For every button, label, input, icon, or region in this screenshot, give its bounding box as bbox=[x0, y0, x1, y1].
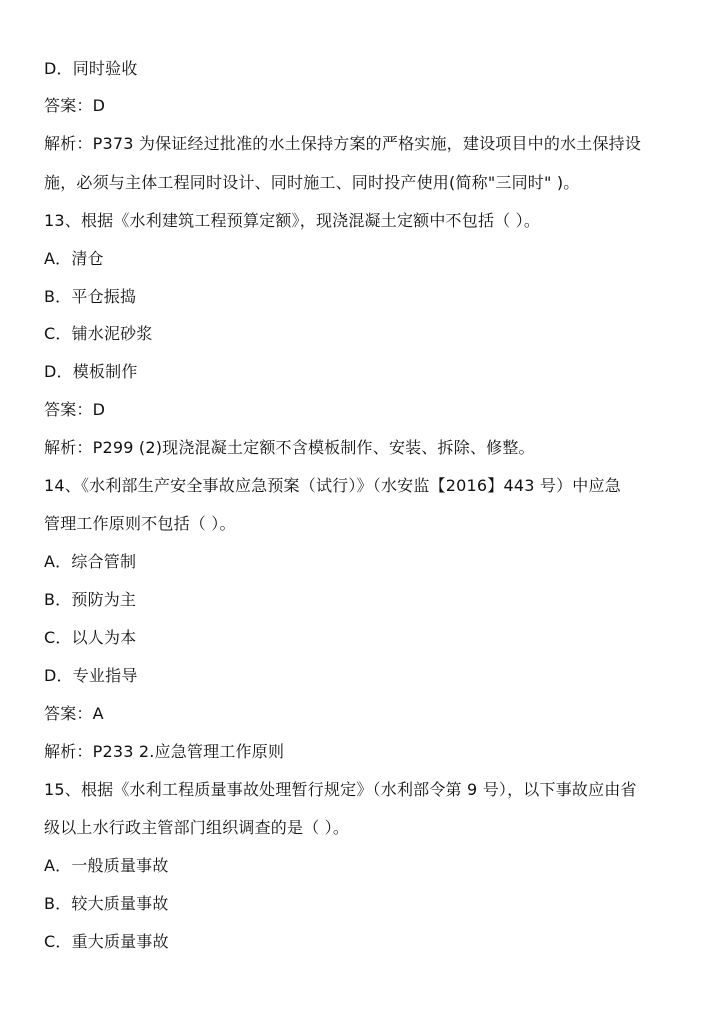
option-a-text: A．清仓 bbox=[44, 249, 104, 268]
option-c-text: C．以人为本 bbox=[44, 628, 137, 647]
question-15-text: 15、根据《水利工程质量事故处理暂行规定》（水利部令第 9 号），以下事故应由省 bbox=[44, 780, 637, 799]
option-d-text: D．同时验收 bbox=[44, 59, 138, 78]
answer-text: 答案：D bbox=[44, 400, 106, 419]
option-a-text: A．综合管制 bbox=[44, 552, 137, 571]
option-b-text: B．较大质量事故 bbox=[44, 894, 169, 913]
option-b-text: B．预防为主 bbox=[44, 590, 137, 609]
explanation-text: 解析：P373 为保证经过批准的水土保持方案的严格实施，建设项目中的水土保持设 bbox=[44, 134, 642, 153]
option-c-text: C．重大质量事故 bbox=[44, 932, 169, 951]
explanation-text-continued: 施，必须与主体工程同时设计、同时施工、同时投产使用(简称"三同时" )。 bbox=[44, 173, 580, 192]
explanation-text: 解析：P233 2.应急管理工作原则 bbox=[44, 742, 285, 761]
question-15-text-continued: 级以上水行政主管部门组织调查的是（ ）。 bbox=[44, 818, 350, 837]
question-14-text: 14、《水利部生产安全事故应急预案（试行）》（水安监【2016】443 号）中应急 bbox=[44, 476, 621, 495]
option-c-text: C．铺水泥砂浆 bbox=[44, 324, 153, 343]
answer-text: 答案：A bbox=[44, 704, 104, 723]
question-13-text: 13、根据《水利建筑工程预算定额》，现浇混凝土定额中不包括（ ）。 bbox=[44, 211, 541, 230]
answer-text: 答案：D bbox=[44, 96, 106, 115]
option-b-text: B．平仓振捣 bbox=[44, 287, 137, 306]
option-d-text: D．专业指导 bbox=[44, 666, 138, 685]
option-a-text: A．一般质量事故 bbox=[44, 856, 169, 875]
option-d-text: D．模板制作 bbox=[44, 362, 138, 381]
explanation-text: 解析：P299 (2)现浇混凝土定额不含模板制作、安装、拆除、修整。 bbox=[44, 438, 535, 457]
question-14-text-continued: 管理工作原则不包括（ ）。 bbox=[44, 514, 236, 533]
